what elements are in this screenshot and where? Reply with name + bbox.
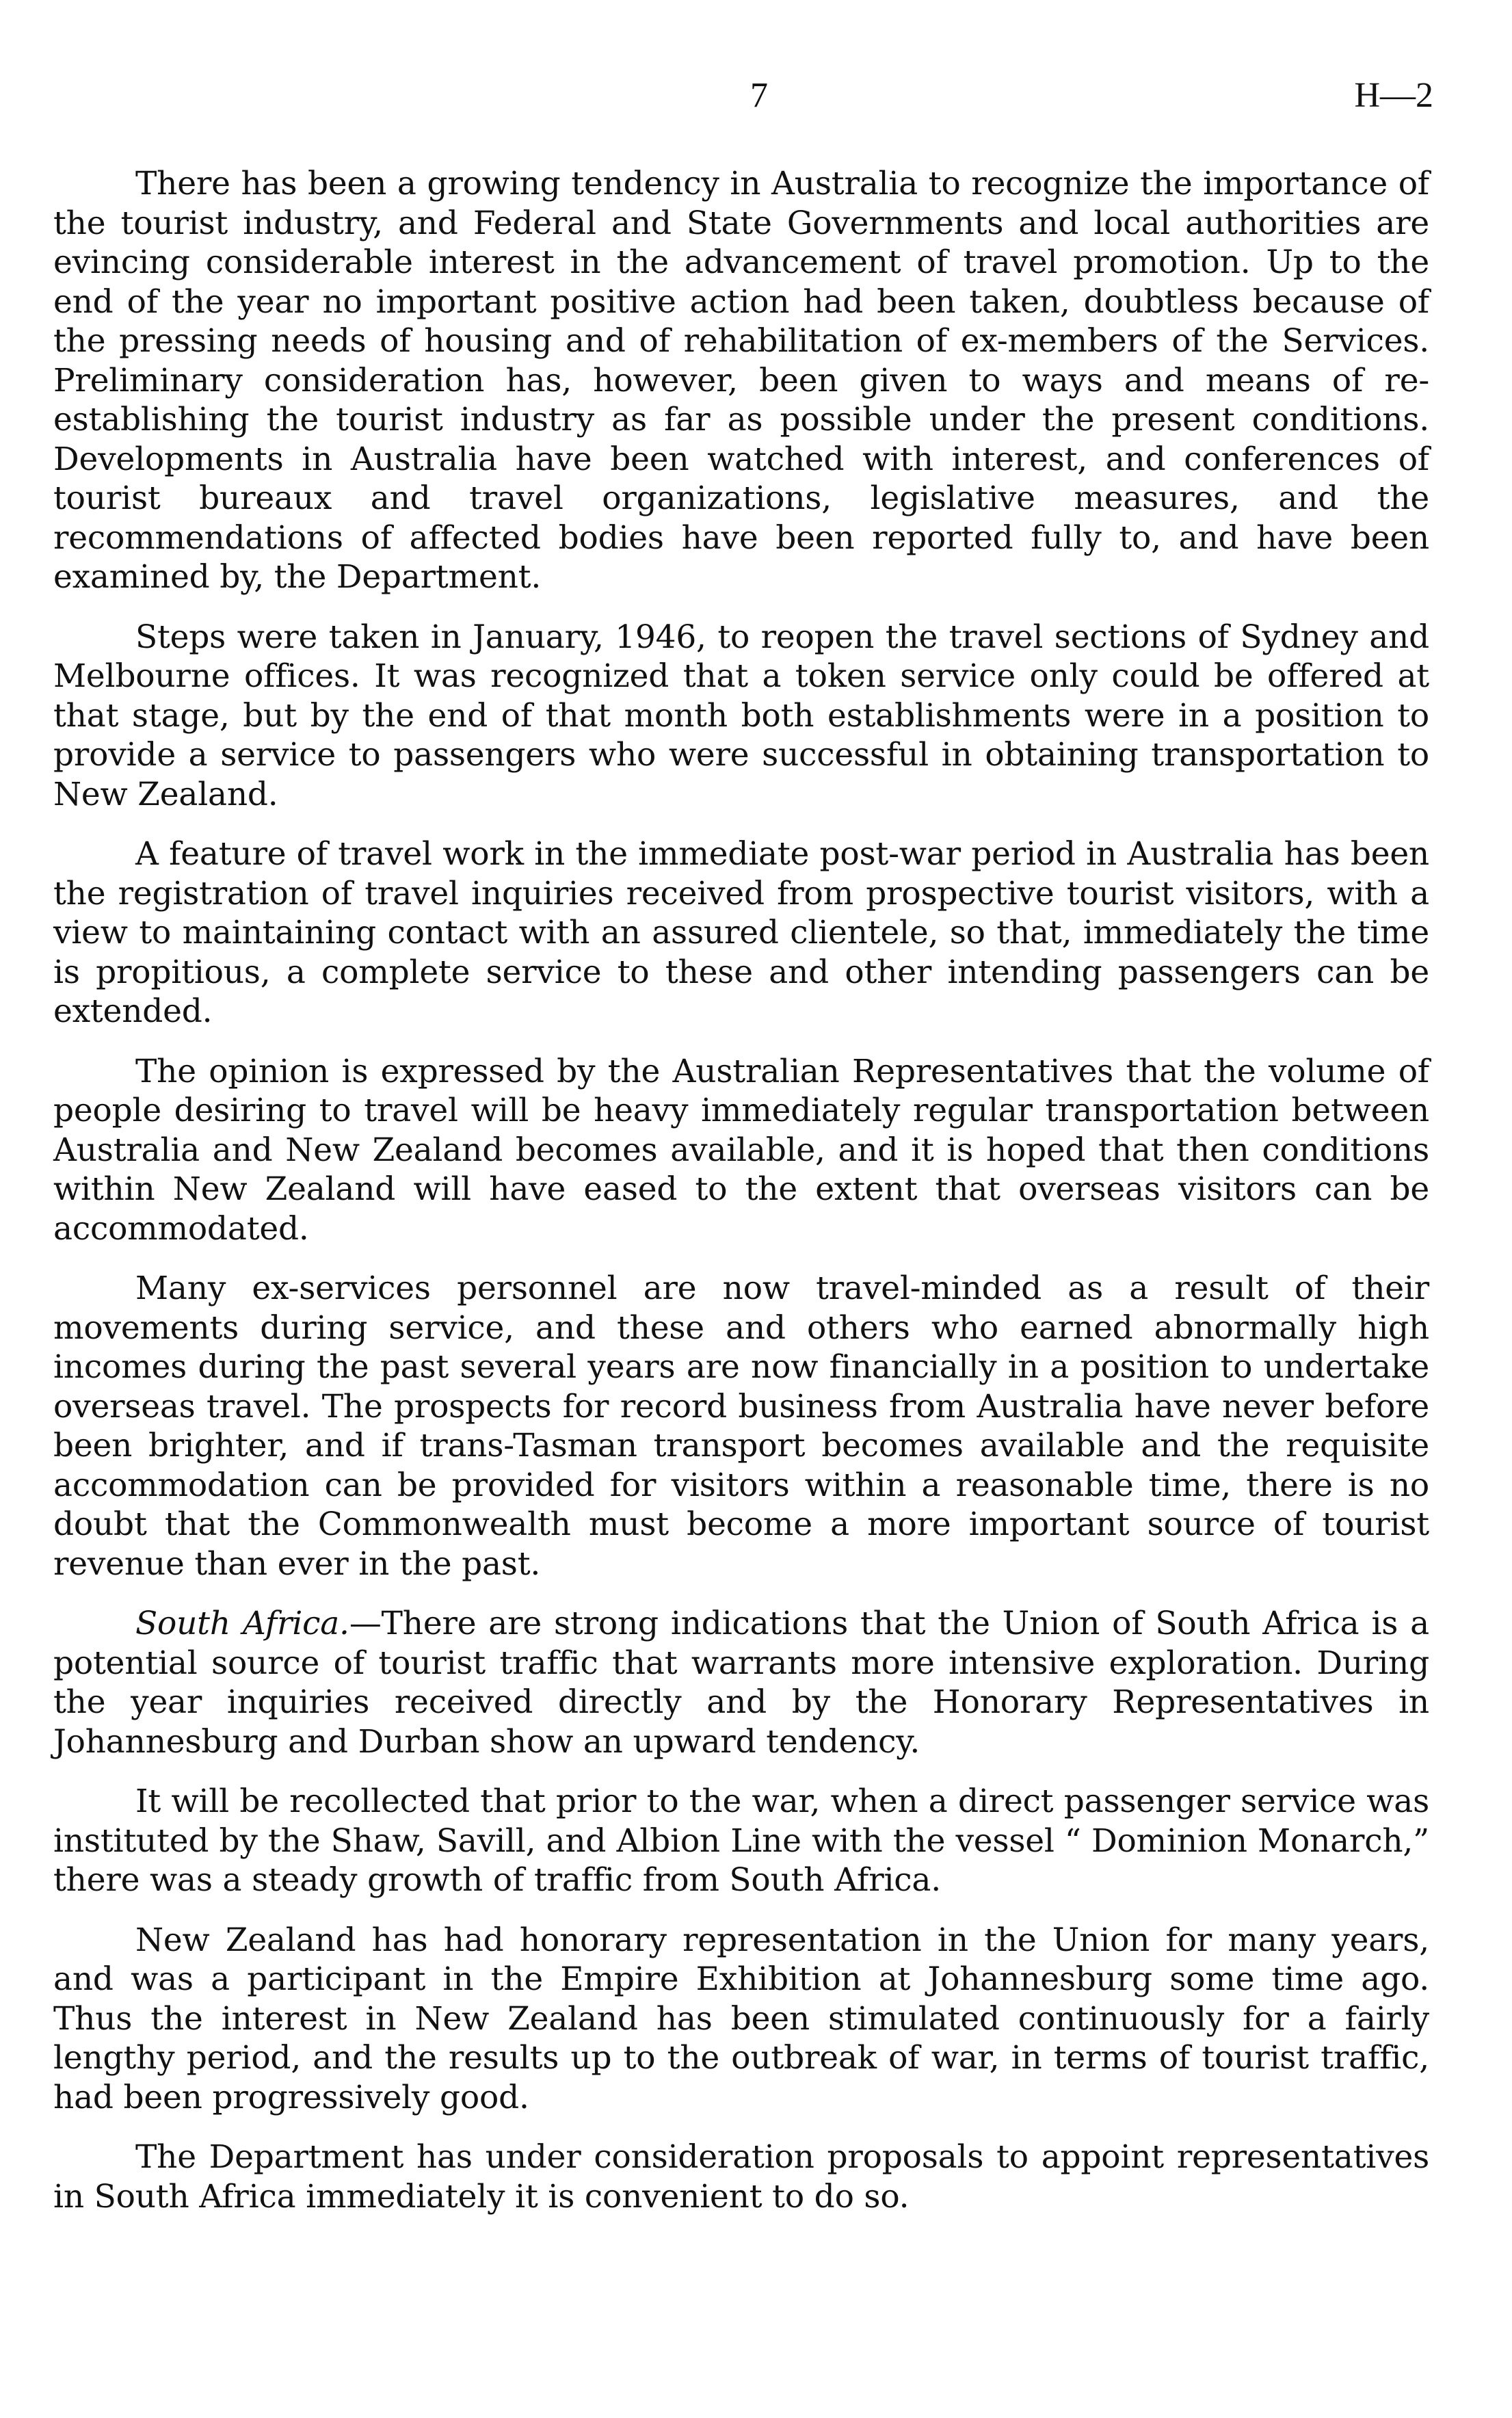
body-text: [53, 164, 1429, 2237]
paragraph-department-proposals: The Department has under consideration proposals to appoint representatives in South Africa immediately it is convenient to do so.: [53, 2138, 1429, 2216]
paragraph-registration-inquiries: A feature of travel work in the immediate post-war period in Australia has been the registration of travel inquiries received from prospective tourist visitors, with a view to maintaining contact with an assured clientele, so that, immediately the time is propitious, a complete service to these and other intending passengers can be extended.: [53, 835, 1429, 1030]
paragraph-reopen-travel-sections: Steps were taken in January, 1946, to reopen the travel sections of Sydney and Melbourne offices. It was recognized that a token service only could be offered at that stage, but by the end of that month both establishments were in a position to provide a service to passengers who were successful in obtaining transportation to New Zealand.: [53, 618, 1429, 813]
document-reference: H—2: [1354, 76, 1433, 115]
paragraph-australia-tourist-industry: There has been a growing tendency in Australia to recognize the importance of the tourist industry, and Federal and State Governments and local authorities are evincing considerable interest in the advancement of travel promotion. Up to the end of the year no important positive action had been taken, doubtless because of the pressing needs of housing and of rehabilitation of ex-members of the Services. Preliminary consideration has, however, been given to ways and means of re-establishing the tourist industry as far as possible under the present conditions. Developments in Australia have been watched with interest, and conferences of tourist bureaux and travel organizations, legislative measures, and the recommendations of affected bodies have been reported fully to, and have been examined by, the Department.: [53, 165, 1429, 596]
paragraph-ex-services-personnel: Many ex-services personnel are now travel-minded as a result of their movements during service, and these and others who earned abnormally high incomes during the past several years are now financially in a position to undertake overseas travel. The prospects for record business from Australia have never before been brighter, and if trans-Tasman transport becomes available and the requisite accommodation can be provided for visitors within a reasonable time, there is no doubt that the Commonwealth must become a more important source of tourist revenue than ever in the past.: [53, 1270, 1429, 1583]
paragraph-south-africa-text: —There are strong indications that the Union of South Africa is a potential source of tourist traffic that warrants more intensive exploration. During the year inquiries received directly and by the Honorary Representatives in Johannesburg and Durban show an upward tendency.: [53, 1605, 1429, 1761]
paragraph-south-africa: [53, 1604, 1429, 1761]
paragraph-representatives-opinion: The opinion is expressed by the Australian Representatives that the volume of people desiring to travel will be heavy immediately regular transportation between Australia and New Zealand becomes available, and it is hoped that then conditions within New Zealand will have eased to the extent that overseas visitors can be accommodated.: [53, 1052, 1429, 1248]
page-number: 7: [750, 76, 768, 115]
paragraph-direct-passenger-service: It will be recollected that prior to the war, when a direct passenger service was instituted by the Shaw, Savill, and Albion Line with the vessel “ Dominion Monarch,” there was a steady growth of traffic from South Africa.: [53, 1783, 1429, 1899]
section-heading-south-africa: South Africa.: [135, 1605, 349, 1642]
paragraph-honorary-representation: New Zealand has had honorary representation in the Union for many years, and was a participant in the Empire Exhibition at Johannesburg some time ago. Thus the interest in New Zealand has been stimulated continuously for a fairly lengthy period, and the results up to the outbreak of war, in terms of tourist traffic, had been progressively good.: [53, 1921, 1429, 2116]
